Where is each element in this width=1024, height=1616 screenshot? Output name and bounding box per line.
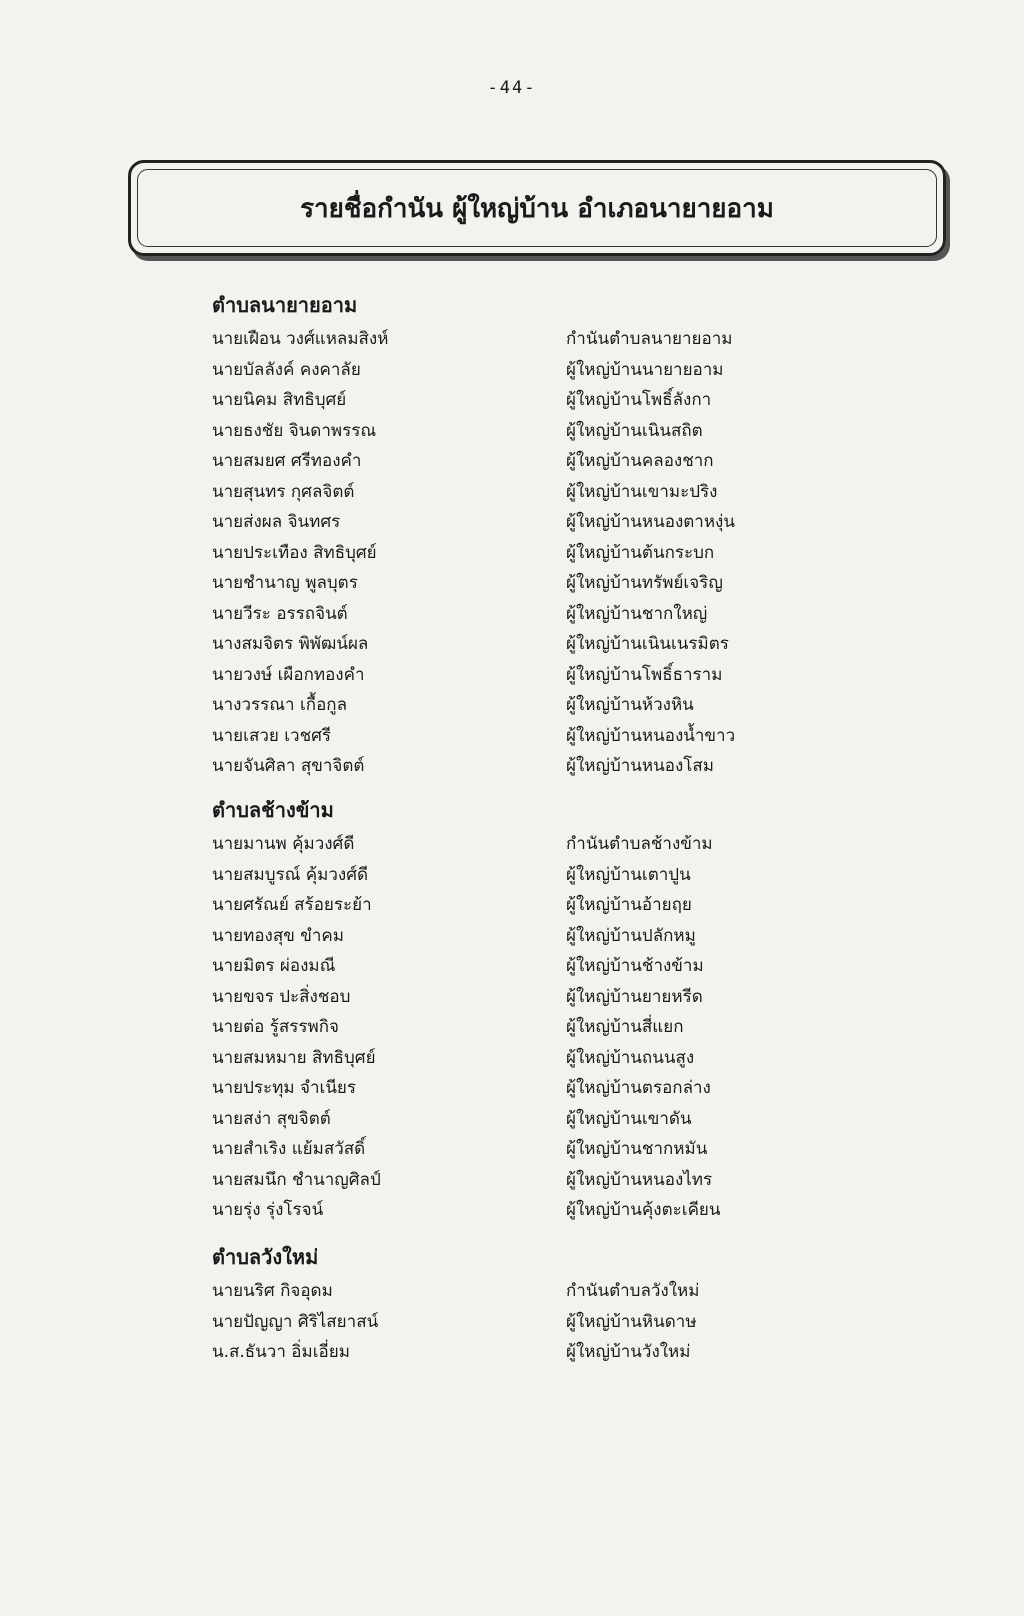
position-title: ผู้ใหญ่บ้านชากใหญ่ [566,603,708,624]
person-name: นายศรัณย์ สร้อยระย้า [212,895,372,915]
position-title: ผู้ใหญ่บ้านหนองน้ำขาว [566,725,736,746]
person-name: นายนริศ กิจอุดม [212,1281,333,1301]
person-name: นายปัญญา ศิริไสยาสน์ [212,1311,379,1332]
position-title: ผู้ใหญ่บ้านหนองไทร [566,1169,713,1190]
person-name: นายนิคม สิทธิบุศย์ [212,390,347,410]
person-name: นายวีระ อรรถจินต์ [212,603,348,624]
position-title: ผู้ใหญ่บ้านชากหมัน [566,1139,708,1159]
person-name: นายรุ่ง รุ่งโรจน์ [212,1200,324,1220]
list-item [212,951,772,982]
position-title: ผู้ใหญ่บ้านช้างข้าม [566,956,704,976]
list-item [212,477,772,508]
person-name: นายขจร ปะสิ่งชอบ [212,986,351,1007]
position-title: ผู้ใหญ่บ้านทรัพย์เจริญ [566,573,723,593]
position-title: กำนันตำบลช้างข้าม [566,834,713,854]
list-item [212,690,772,721]
person-name: นางวรรณา เกื้อกูล [212,695,348,715]
list-item [212,1165,772,1196]
position-title: ผู้ใหญ่บ้านเขาดัน [566,1108,692,1129]
position-title: ผู้ใหญ่บ้านสี่แยก [566,1017,684,1037]
list-item [212,1195,772,1226]
person-name: นายสมนึก ชำนาญศิลป์ [212,1169,381,1190]
person-name: นายชำนาญ พูลบุตร [212,573,358,593]
list-item [212,1276,772,1307]
list-item [212,1043,772,1074]
person-name: นายสมหมาย สิทธิบุศย์ [212,1047,376,1068]
list-item [212,721,772,752]
section-wang-mai [212,1238,772,1368]
position-title: ผู้ใหญ่บ้านเตาปูน [566,864,691,885]
list-item [212,416,772,447]
section-na-yai-am [212,286,772,782]
position-title: ผู้ใหญ่บ้านโพธิ์ธาราม [566,664,723,685]
list-item [212,629,772,660]
position-title: ผู้ใหญ่บ้านหนองตาหงุ่น [566,512,735,532]
position-title: ผู้ใหญ่บ้านเขามะปริง [566,481,718,502]
section-title: ตำบลนายายอาม [212,293,358,317]
list-item [212,599,772,630]
page-title: รายชื่อกำนัน ผู้ใหญ่บ้าน อำเภอนายายอาม [137,169,937,247]
position-title: ผู้ใหญ่บ้านตรอกล่าง [566,1078,711,1098]
section-title: ตำบลช้างข้าม [212,798,334,822]
list-item [212,1073,772,1104]
person-name: นายทองสุข ขำคม [212,925,344,946]
list-item [212,538,772,569]
list-item [212,860,772,891]
position-title: กำนันตำบลนายายอาม [566,329,733,349]
list-item [212,982,772,1013]
person-name: นายเฝือน วงศ์แหลมสิงห์ [212,329,389,349]
person-name: นายธงชัย จินดาพรรณ [212,420,377,441]
person-name: นายสมบูรณ์ คุ้มวงศ์ดี [212,864,369,885]
position-title: ผู้ใหญ่บ้านห้วงหิน [566,695,694,715]
person-name: นายสำเริง แย้มสวัสดิ์ [212,1139,366,1159]
list-item [212,507,772,538]
position-title: ผู้ใหญ่บ้านหินดาษ [566,1311,697,1332]
person-name: นายเสวย เวชศรี [212,725,332,746]
list-item [212,890,772,921]
page-number: -44- [487,78,537,98]
person-name: นายต่อ รู้สรรพกิจ [212,1017,340,1037]
person-name: น.ส.ธันวา อิ่มเอี่ยม [212,1342,350,1362]
title-box [128,160,946,256]
position-title: ผู้ใหญ่บ้านยายหรีด [566,986,703,1007]
position-title: ผู้ใหญ่บ้านเนินสถิต [566,420,703,441]
person-name: นายประเทือง สิทธิบุศย์ [212,542,377,563]
section-title: ตำบลวังใหม่ [212,1245,319,1269]
person-name: นายมานพ คุ้มวงศ์ดี [212,834,355,854]
section-chang-kham [212,791,772,1226]
position-title: ผู้ใหญ่บ้านถนนสูง [566,1047,695,1068]
position-title: ผู้ใหญ่บ้านเนินเนรมิตร [566,634,729,654]
list-item [212,660,772,691]
person-name: นางสมจิตร พิพัฒน์ผล [212,634,369,654]
list-item [212,751,772,782]
person-name: นายสุนทร กุศลจิตต์ [212,481,355,502]
position-title: ผู้ใหญ่บ้านนายายอาม [566,359,724,380]
position-title: ผู้ใหญ่บ้านหนองโสม [566,756,714,776]
person-name: นายวงษ์ เผือกทองคำ [212,664,365,685]
position-title: ผู้ใหญ่บ้านวังใหม่ [566,1342,691,1362]
person-name: นายจันศิลา สุขาจิตต์ [212,756,365,776]
person-name: นายส่งผล จินทศร [212,512,341,532]
position-title: ผู้ใหญ่บ้านต้นกระบก [566,542,715,563]
list-item [212,1307,772,1338]
position-title: ผู้ใหญ่บ้านคุ้งตะเคียน [566,1200,721,1220]
list-item [212,1012,772,1043]
list-item [212,385,772,416]
list-item [212,324,772,355]
list-item [212,355,772,386]
list-item [212,568,772,599]
person-name: นายสมยศ ศรีทองคำ [212,451,362,471]
person-name: นายมิตร ผ่องมณี [212,956,336,976]
person-name: นายประทุม จำเนียร [212,1078,357,1098]
list-item [212,446,772,477]
list-item [212,1134,772,1165]
person-name: นายบัลลังค์ คงคาลัย [212,359,361,380]
list-item [212,921,772,952]
list-item [212,829,772,860]
position-title: ผู้ใหญ่บ้านปลักหมู [566,925,696,946]
position-title: ผู้ใหญ่บ้านโพธิ์ลังกา [566,390,712,410]
position-title: ผู้ใหญ่บ้านอ้ายฤย [566,895,692,915]
list-item [212,1104,772,1135]
position-title: ผู้ใหญ่บ้านคลองชาก [566,451,714,471]
position-title: กำนันตำบลวังใหม่ [566,1281,700,1301]
person-name: นายสง่า สุขจิตต์ [212,1108,331,1129]
list-item [212,1337,772,1368]
